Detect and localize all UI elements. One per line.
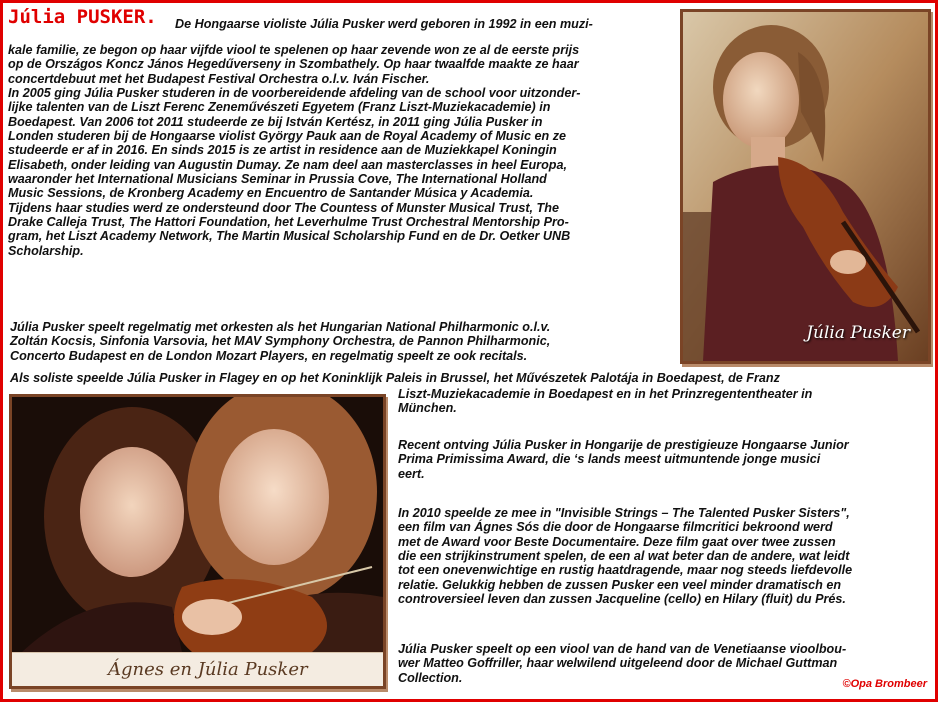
photo-caption-band [12, 652, 383, 687]
photo-julia-pusker-image [683, 12, 928, 361]
text-line: die een strijkinstrument spelen, de een al wat beter dan de andere, wat leidt [398, 549, 850, 564]
text-line: een film van Ágnes Sós die door de Hongaarse filmcritici bekroond werd [398, 520, 833, 535]
text-line: In 2005 ging Júlia Pusker studeren in de voorbereidende afdeling van de school voor uitzonder- [8, 86, 581, 101]
paragraph-violin [398, 642, 846, 685]
text-line: Concerto Budapest en de London Mozart Players, en regelmatig speelt ze ook recitals. [10, 348, 528, 363]
text-line: Boedapest. Van 2006 tot 2011 studeerde ze bij István Kertész, in 2011 ging Júlia Pusker in [8, 114, 543, 129]
paragraph-soloist [398, 387, 812, 416]
text-line: relatie. Gelukkig hebben de zussen Pusker een veel minder dramatisch en [398, 577, 842, 592]
text-line: lijke talenten van de Liszt Ferenc Zeneművészeti Egyetem (Franz Liszt-Muziekacademie) in [8, 100, 551, 115]
photo-julia-pusker [680, 9, 931, 364]
photo-agnes-julia-image [12, 397, 383, 652]
text-line: Liszt-Muziekacademie in Boedapest en in het Prinzregententheater in [398, 387, 813, 401]
text-line: Júlia Pusker speelt regelmatig met orkesten als het Hungarian National Philharmonic o.l.v. [10, 320, 551, 334]
text-line: Collection. [398, 670, 463, 685]
photo-caption-top: Júlia Pusker [806, 323, 910, 343]
text-line: Music Sessions, de Kronberg Academy en Encuentro de Santander Música y Academia. [8, 186, 534, 201]
text-line: Júlia Pusker speelt op een viool van de hand van de Venetiaanse vioolbou- [398, 642, 847, 656]
text-line: met de Award voor Beste Documentaire. Deze film gaat over twee zussen [398, 534, 836, 549]
text-line: Drake Calleja Trust, The Hattori Foundation, het Leverhulme Trust Orchestral Mentorship Pro- [8, 215, 569, 230]
text-line: eert. [398, 466, 425, 481]
text-line: Tijdens haar studies werd ze ondersteund door The Countess of Munster Musical Trust, The [8, 200, 559, 215]
text-line: controversieel leven dan zussen Jacqueline (cello) en Hilary (fluit) du Prés. [398, 592, 846, 607]
paragraph-biography-body [8, 43, 580, 258]
text-line: Scholarship. [8, 243, 84, 258]
text-line: München. [398, 401, 457, 416]
text-line: In 2010 speelde ze mee in "Invisible Strings – The Talented Pusker Sisters", [398, 506, 850, 520]
text-line: tot een onevenwichtige en rustig haatdragende, maar nog steeds liefdevolle [398, 563, 853, 578]
text-line: op de Országos Koncz János Hegedűverseny in Szombathely. Op haar twaalfde maakte ze haar [8, 57, 579, 72]
text-line: gram, het Liszt Academy Network, The Martin Musical Scholarship Fund en de Dr. Oetker UNB [8, 229, 571, 244]
text-line: kale familie, ze begon op haar vijfde viool te spelenen op haar zevende won ze al de eerste prijs [8, 43, 580, 57]
text-line: concertdebuut met het Budapest Festival Orchestra o.l.v. Iván Fischer. [8, 71, 430, 86]
paragraph-film [398, 506, 852, 606]
text-line: waaronder het International Musicians Seminar in Prussia Cove, The International Holland [8, 172, 547, 187]
copyright-credit: ©Opa Brombeer [842, 678, 927, 690]
page-title: Júlia PUSKER. [8, 6, 157, 28]
text-line: Recent ontving Júlia Pusker in Hongarije de prestigieuze Hongaarse Junior [398, 438, 849, 452]
paragraph-soloist-first-line: Als soliste speelde Júlia Pusker in Flagey en op het Koninklijk Paleis in Brussel, het Művészetek Palotája in Boedapest, de Franz [10, 371, 780, 385]
text-line: Elisabeth, onder leiding van Augustin Dumay. Ze nam deel aan masterclasses in heel Europa, [8, 157, 567, 172]
text-line: De Hongaarse violiste Júlia Pusker werd geboren in 1992 in een muzi- [175, 17, 593, 31]
text-line: studeerde er af in 2016. En sinds 2015 is ze artist in residence aan de Muziekkapel Koningin [8, 143, 557, 158]
paragraph-award [398, 438, 849, 481]
text-line: Zoltán Kocsis, Sinfonia Varsovia, het MAV Symphony Orchestra, de Pannon Philharmonic, [10, 334, 551, 349]
paragraph-orchestras [10, 320, 550, 363]
text-line: Prima Primissima Award, die ‘s lands meest uitmuntende jonge musici [398, 452, 821, 467]
text-line: Londen studeren bij de Hongaarse violist György Pauk aan de Royal Academy of Music en ze [8, 129, 566, 144]
photo-agnes-julia-pusker [9, 394, 386, 689]
text-line: wer Matteo Goffriller, haar welwilend uitgeleend door de Michael Guttman [398, 656, 838, 671]
photo-caption-bottom: Ágnes en Júlia Pusker [108, 659, 308, 680]
